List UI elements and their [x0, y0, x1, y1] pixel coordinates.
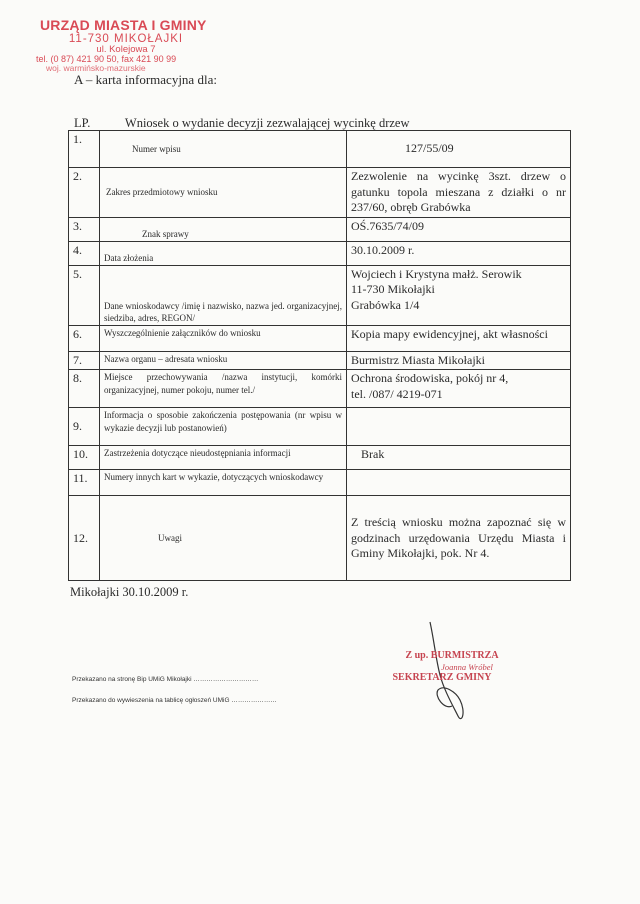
note-bip: Przekazano na stronę Bip UMiG Mikołajki ………………………… — [72, 676, 259, 683]
storage-phone: tel. /087/ 4219-071 — [351, 386, 443, 401]
stamp-signer-title: SEKRETARZ GMINY — [392, 672, 492, 684]
row-number: 5. — [69, 265, 100, 325]
applicant-name: Wojciech i Krystyna małż. Serowik — [351, 266, 522, 281]
table-row — [69, 470, 571, 496]
lp-header — [74, 116, 410, 131]
row-value — [347, 370, 571, 408]
stamp-postal-city: 11-730 MIKOŁAJKI — [68, 32, 184, 45]
table-row — [69, 351, 571, 370]
info-card-table — [68, 130, 571, 581]
table-row — [69, 131, 571, 168]
signature-stamp — [372, 650, 512, 684]
table-row — [69, 325, 571, 351]
row-value — [347, 265, 571, 325]
row-number: 2. — [69, 168, 100, 218]
row-label: Wyszczególnienie załączników do wniosku — [100, 325, 347, 351]
office-stamp — [36, 18, 216, 73]
document-heading: A – karta informacyjna dla: — [74, 72, 217, 87]
row-value: Burmistrz Miasta Mikołajki — [347, 351, 571, 370]
row-label: Dane wnioskodawcy /imię i nazwisko, nazwa jed. organizacyjnej, siedziba, adres, REGON/ — [100, 265, 347, 325]
row-label: Zakres przedmiotowy wniosku — [100, 168, 347, 218]
row-number: 9. — [69, 408, 100, 446]
row-label: Numer wpisu — [100, 131, 347, 168]
row-label: Informacja o sposobie zakończenia postępowania (nr wpisu w wykazie decyzji lub postanowień) — [100, 408, 347, 446]
table-row — [69, 168, 571, 218]
row-number: 10. — [69, 446, 100, 470]
stamp-street: ul. Kolejowa 7 — [96, 43, 156, 55]
table-row — [69, 370, 571, 408]
row-label: Numery innych kart w wykazie, dotyczących wnioskodawcy — [100, 470, 347, 496]
row-value: Brak — [347, 446, 571, 470]
row-number: 4. — [69, 241, 100, 265]
applicant-city: 11-730 Mikołajki — [351, 282, 435, 297]
row-value: OŚ.7635/74/09 — [347, 217, 571, 241]
row-number: 1. — [69, 131, 100, 168]
place-and-date: Mikołajki 30.10.2009 r. — [70, 585, 189, 599]
row-number: 12. — [69, 496, 100, 581]
table-row — [69, 265, 571, 325]
row-label: Nazwa organu – adresata wniosku — [100, 351, 347, 370]
row-label: Znak sprawy — [100, 217, 347, 241]
row-value — [347, 408, 571, 446]
table-row — [69, 408, 571, 446]
row-label: Data złożenia — [100, 241, 347, 265]
row-label: Zastrzeżenia dotyczące nieudostępniania informacji — [100, 446, 347, 470]
stamp-voivodeship: woj. warmińsko-mazurskie — [46, 63, 146, 74]
stamp-authorization: Z up. BURMISTRZA — [405, 650, 499, 661]
row-value: Z treścią wniosku można zapoznać się w godzinach urzędowania Urzędu Miasta i Gminy Mikołajki, pok. Nr 4. — [347, 496, 571, 581]
row-number: 7. — [69, 351, 100, 370]
form-title: Wniosek o wydanie decyzji zezwalającej wycinkę drzew — [124, 116, 410, 130]
row-number: 8. — [69, 370, 100, 408]
lp-label: LP. — [74, 116, 91, 130]
row-value: 30.10.2009 r. — [347, 241, 571, 265]
row-number: 3. — [69, 217, 100, 241]
row-value: Zezwolenie na wycinkę 3szt. drzew o gatunku topola mieszana z działki o nr 237/60, obręb Grabówka — [347, 168, 571, 218]
row-number: 6. — [69, 325, 100, 351]
applicant-address: Grabówka 1/4 — [351, 297, 420, 312]
row-value — [347, 470, 571, 496]
table-row — [69, 446, 571, 470]
row-value: 127/55/09 — [347, 131, 571, 168]
storage-place: Ochrona środowiska, pokój nr 4, — [351, 371, 509, 386]
table-row — [69, 241, 571, 265]
row-value: Kopia mapy ewidencyjnej, akt własności — [347, 325, 571, 351]
row-label: Miejsce przechowywania /nazwa instytucji, komórki organizacyjnej, numer pokoju, numer tel./ — [100, 370, 347, 408]
note-notice-board: Przekazano do wywieszenia na tablicę ogłoszeń UMiG ………………… — [72, 697, 277, 704]
stamp-signer-name: Joanna Wróbel — [441, 662, 493, 672]
stamp-phone-fax: tel. (0 87) 421 90 50, fax 421 90 99 — [36, 53, 177, 64]
row-label: Uwagi — [100, 496, 347, 581]
stamp-office-name: URZĄD MIASTA I GMINY — [40, 17, 207, 33]
table-row — [69, 496, 571, 581]
table-row — [69, 217, 571, 241]
row-number: 11. — [69, 470, 100, 496]
